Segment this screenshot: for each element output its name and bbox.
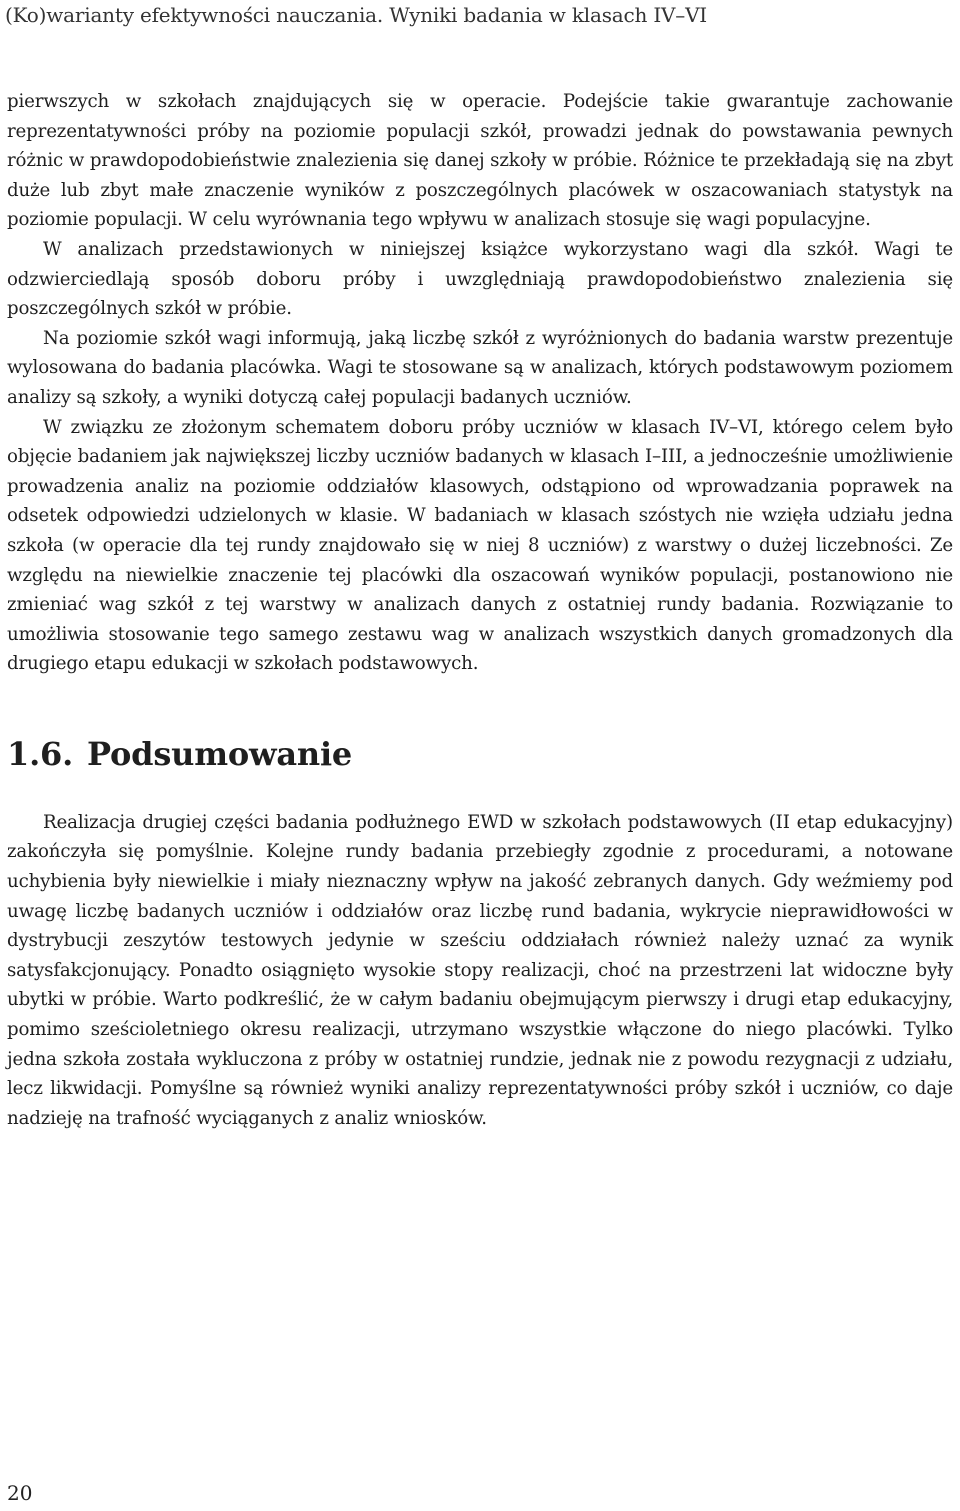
page-number: 20 (7, 1481, 33, 1505)
section-number: 1.6. (7, 734, 74, 773)
section-body (7, 808, 953, 1134)
body-paragraph: W analizach przedstawionych w niniejszej książce wykorzystano wagi dla szkół. Wagi te odzwierciedlają sposób doboru próby i uwzględniają prawdopodobieństwo znalezienia się poszczególnych szkół w próbie. (7, 238, 953, 320)
body-paragraph: pierwszych w szkołach znajdujących się w operacie. Podejście takie gwarantuje zachowanie reprezentatywności próby na poziomie populacji szkół, prowadzi jednak do powstawania pewnych różnic w prawdopodobieństwie znalezienia się danej szkoły w próbie. Różnice te przekładają się na zbyt duże lub zbyt małe znaczenie wyników z poszczególnych placówek w oszacowaniach statystyk na poziomie populacji. W celu wyrównania tego wpływu w analizach stosuje się wagi populacyjne. (7, 91, 953, 231)
body-paragraph: W związku ze złożonym schematem doboru próby uczniów w klasach IV–VI, którego celem było objęcie badaniem jak największej liczby uczniów badanych w klasach I–III, a jednocześnie umożliwienie prowadzenia analiz na poziomie oddziałów klasowych, odstąpiono od wprowadzania poprawek na odsetek odpowiedzi udzielonych w klasie. W badaniach w klasach szóstych nie wzięła udziału jedna szkoła (w operacie dla tej rundy znajdowało się w niej 8 uczniów) z warstwy o dużej liczebności. Ze względu na niewielkie znaczenie tej placówki dla oszacowań wyników populacji, postanowiono nie zmieniać wag szkół z tej warstwy w analizach danych z ostatniej rundy badania. Rozwiązanie to umożliwia stosowanie tego samego zestawu wag w analizach wszystkich danych gromadzonych dla drugiego etapu edukacji w szkołach podstawowych. (7, 416, 953, 675)
section-title: Podsumowanie (87, 734, 353, 773)
summary-paragraph: Realizacja drugiej części badania podłużnego EWD w szkołach podstawowych (II etap edukacyjny) zakończyła się pomyślnie. Kolejne rundy badania przebiegły zgodnie z procedurami, a notowane uchybienia były niewielkie i miały nieznaczny wpływ na jakość zebranych danych. Gdy weźmiemy pod uwagę liczbę badanych uczniów i oddziałów oraz liczbę rund badania, wykrycie nieprawidłowości w dystrybucji zeszytów testowych jedynie w sześciu oddziałach również należy uznać za wynik satysfakcjonujący. Ponadto osiągnięto wysokie stopy realizacji, choć na przestrzeni lat widoczne były ubytki w próbie. Warto podkreślić, że w całym badaniu obejmującym pierwszy i drugi etap edukacyjny, pomimo sześcioletniego okresu realizacji, utrzymano wszystkie włączone do niego placówki. Tylko jedna szkoła została wykluczona z próby w ostatniej rundzie, jednak nie z powodu rezygnacji z udziału, lecz likwidacji. Pomyślne są również wyniki analizy reprezentatywności próby szkół i uczniów, co daje nadzieję na trafność wyciąganych z analiz wniosków. (7, 811, 953, 1129)
section-heading (7, 734, 953, 774)
body-paragraph: Na poziomie szkół wagi informują, jaką liczbę szkół z wyróżnionych do badania warstw prezentuje wylosowana do badania placówka. Wagi te stosowane są w analizach, których podstawowym poziomem analizy są szkoły, a wyniki dotyczą całej populacji badanych uczniów. (7, 327, 953, 408)
page-content (7, 87, 953, 1133)
running-header: (Ko)warianty efektywności nauczania. Wyniki badania w klasach IV–VI (5, 3, 708, 27)
